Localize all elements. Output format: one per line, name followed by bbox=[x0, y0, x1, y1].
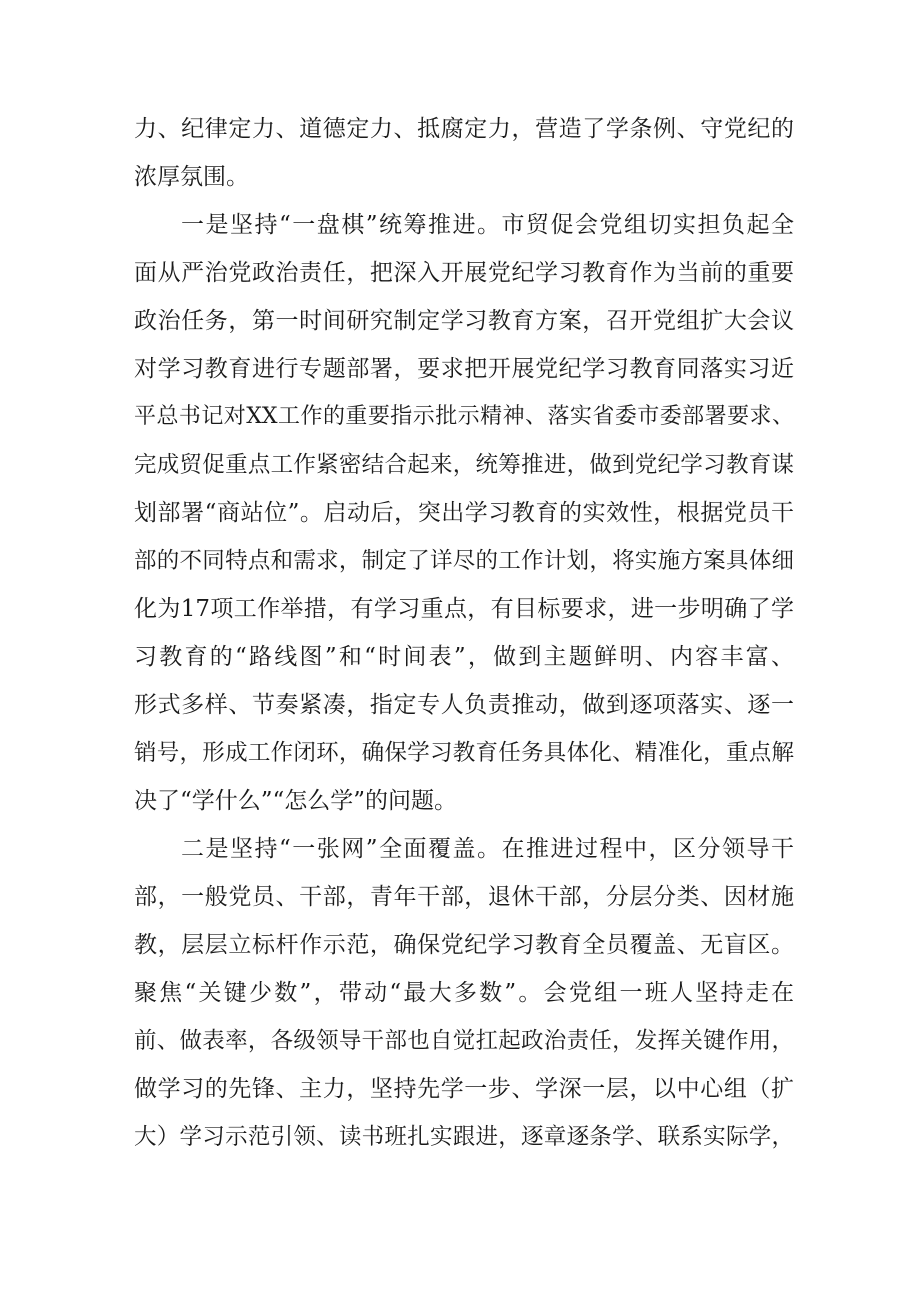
text-line: 决了“学什么”“怎么学”的问题。 bbox=[134, 788, 458, 814]
text-line: 教，层层立标杆作示范，确保党纪学习教育全员覆盖、无盲区。 bbox=[134, 932, 794, 958]
text-line: 形式多样、节奏紧凑，指定专人负责推动，做到逐项落实、逐一 bbox=[134, 692, 794, 718]
paragraph-heading-line: 一是坚持“一盘棋”统筹推进。市贸促会党组切实担负起全 bbox=[181, 212, 794, 238]
text-line: 对学习教育进行专题部署，要求把开展党纪学习教育同落实习近 bbox=[134, 356, 794, 382]
text-line: 销号，形成工作闭环，确保学习教育任务具体化、精准化，重点解 bbox=[134, 740, 794, 766]
text-line: 部的不同特点和需求，制定了详尽的工作计划，将实施方案具体细 bbox=[134, 548, 794, 574]
paragraph-heading-line: 二是坚持“一张网”全面覆盖。在推进过程中，区分领导干 bbox=[181, 836, 794, 862]
text-line: 平总书记对XX工作的重要指示批示精神、落实省委市委部署要求、 bbox=[134, 404, 794, 429]
text-line: 完成贸促重点工作紧密结合起来，统筹推进，做到党纪学习教育谋 bbox=[134, 452, 794, 478]
text-line: 做学习的先锋、主力，坚持先学一步、学深一层，以中心组（扩 bbox=[134, 1076, 794, 1102]
text-line: 大）学习示范引领、读书班扎实跟进，逐章逐条学、联系实际学， bbox=[134, 1124, 794, 1150]
text-line: 化为17项工作举措，有学习重点，有目标要求，进一步明确了学 bbox=[134, 596, 794, 622]
text-line: 前、做表率，各级领导干部也自觉扛起政治责任，发挥关键作用， bbox=[134, 1028, 794, 1054]
text-line: 浓厚氛围。 bbox=[134, 164, 249, 190]
text-line: 力、纪律定力、道德定力、抵腐定力，营造了学条例、守党纪的 bbox=[134, 116, 794, 142]
text-line: 部，一般党员、干部，青年干部，退休干部，分层分类、因材施 bbox=[134, 884, 794, 910]
text-line: 划部署“商站位”。启动后，突出学习教育的实效性，根据党员干 bbox=[134, 500, 794, 526]
text-line: 面从严治党政治责任，把深入开展党纪学习教育作为当前的重要 bbox=[134, 260, 794, 286]
text-line: 聚焦“关键少数”，带动“最大多数”。会党组一班人坚持走在 bbox=[134, 980, 794, 1006]
text-line: 政治任务，第一时间研究制定学习教育方案，召开党组扩大会议 bbox=[134, 308, 794, 334]
text-line: 习教育的“路线图”和“时间表”，做到主题鲜明、内容丰富、 bbox=[134, 644, 794, 670]
